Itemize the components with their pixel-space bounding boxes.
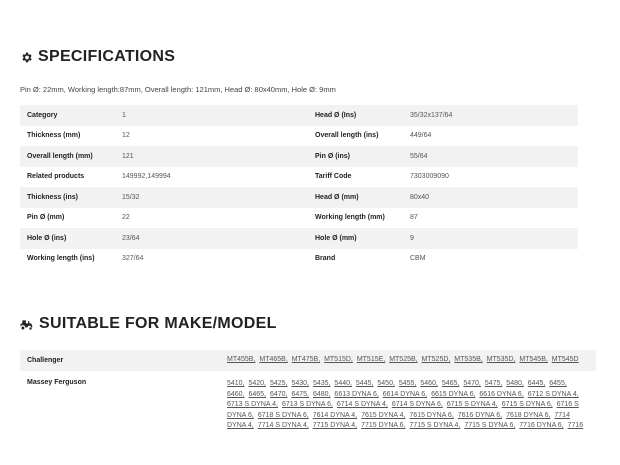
- spec-row: [20, 249, 310, 270]
- spec-label: Related products: [27, 173, 85, 181]
- suitable-title: SUITABLE FOR MAKE/MODEL: [39, 315, 277, 332]
- spec-table-left: [20, 105, 310, 269]
- model-link[interactable]: 6475,: [291, 390, 309, 398]
- spec-label: Category: [27, 111, 58, 119]
- model-link[interactable]: 7614 DYNA 4,: [312, 411, 358, 419]
- spec-value: 1: [122, 111, 126, 119]
- model-link[interactable]: 5435,: [312, 380, 331, 387]
- suitable-heading: [20, 315, 277, 333]
- model-link[interactable]: 7615 DYNA 6,: [409, 411, 454, 419]
- model-link[interactable]: MT515E,: [356, 356, 386, 364]
- model-link[interactable]: MT525D,: [421, 356, 451, 364]
- spec-table-right: [308, 105, 578, 269]
- spec-row: [308, 249, 578, 270]
- specifications-summary: Pin Ø: 22mm, Working length:87mm, Overall length: 121mm, Head Ø: 80x40mm, Hole Ø: 9mm: [20, 85, 336, 94]
- spec-label: Hole Ø (ins): [27, 234, 67, 242]
- model-link[interactable]: 5425,: [269, 380, 288, 387]
- model-link[interactable]: 5475,: [484, 380, 503, 387]
- model-link[interactable]: MT545D: [551, 356, 579, 364]
- model-link[interactable]: 5430,: [291, 380, 309, 387]
- model-link[interactable]: 5440,: [334, 380, 352, 387]
- model-link[interactable]: 5450,: [377, 380, 395, 387]
- model-link[interactable]: 7715 S DYNA 4,: [409, 422, 461, 429]
- model-link[interactable]: 6715 S DYNA 6,: [501, 401, 553, 408]
- model-link[interactable]: 5410,: [227, 380, 245, 387]
- spec-value: 121: [122, 152, 134, 160]
- model-link[interactable]: MT455B,: [227, 356, 256, 364]
- tractor-icon: [20, 318, 34, 331]
- model-link[interactable]: 6714 S DYNA 4,: [336, 401, 388, 408]
- model-link[interactable]: MT525B,: [389, 356, 418, 364]
- spec-row: [308, 126, 578, 147]
- model-link[interactable]: MT465B,: [259, 356, 288, 364]
- spec-row: [20, 126, 310, 147]
- spec-label: Brand: [315, 255, 336, 263]
- model-link[interactable]: 5470,: [463, 380, 481, 387]
- make-row: [20, 350, 596, 371]
- spec-row: [20, 146, 310, 167]
- spec-value: 15/32: [122, 193, 140, 201]
- model-link[interactable]: MT475B,: [291, 356, 321, 364]
- model-link[interactable]: 6715 S DYNA 4,: [446, 401, 498, 408]
- model-link[interactable]: 5445,: [355, 380, 374, 387]
- specifications-heading: [20, 48, 175, 66]
- model-link[interactable]: MT535B,: [454, 356, 483, 364]
- model-link[interactable]: 6714 S DYNA 6,: [391, 401, 443, 408]
- spec-value: 80x40: [410, 193, 430, 201]
- model-link[interactable]: MT535D,: [486, 356, 516, 364]
- model-link[interactable]: 6616 DYNA 6,: [479, 390, 524, 398]
- spec-label: Working length (ins): [27, 255, 95, 263]
- spec-value: 12: [122, 132, 130, 140]
- make-name: Massey Ferguson: [27, 379, 87, 386]
- model-link[interactable]: 5455,: [398, 380, 417, 387]
- model-link[interactable]: 5420,: [248, 380, 267, 387]
- model-link[interactable]: 7715 S DYNA 6,: [464, 422, 516, 429]
- page-bottom-band: [0, 430, 620, 465]
- model-link[interactable]: 7714 DYNA 4,: [227, 411, 570, 429]
- spec-value: 327/64: [122, 255, 144, 263]
- spec-row: [308, 105, 578, 126]
- model-link[interactable]: 6465,: [248, 390, 267, 398]
- spec-row: [308, 167, 578, 188]
- model-link[interactable]: 7714 S DYNA 4,: [257, 422, 309, 429]
- spec-label: Head Ø (mm): [315, 193, 359, 201]
- model-link[interactable]: 6718 S DYNA 6,: [257, 411, 309, 419]
- spec-row: [308, 187, 578, 208]
- model-link[interactable]: 7618 DYNA 6,: [506, 411, 551, 419]
- spec-row: [20, 187, 310, 208]
- model-link[interactable]: 6614 DYNA 6,: [382, 390, 428, 398]
- make-name: Challenger: [27, 357, 64, 364]
- spec-row: [308, 228, 578, 249]
- model-link[interactable]: 5480,: [506, 380, 524, 387]
- spec-value: 7303009090: [410, 173, 449, 181]
- spec-label: Working length (mm): [315, 214, 385, 222]
- model-link[interactable]: 6480,: [312, 390, 331, 398]
- spec-value: 9: [410, 234, 414, 242]
- model-link[interactable]: 6716 S DYNA 6,: [227, 401, 579, 419]
- model-link[interactable]: 5460,: [420, 380, 438, 387]
- model-link[interactable]: 6470,: [269, 390, 288, 398]
- spec-row: [20, 105, 310, 126]
- spec-value: 23/64: [122, 234, 140, 242]
- model-link[interactable]: 6460,: [227, 390, 245, 398]
- specifications-title: SPECIFICATIONS: [38, 48, 176, 65]
- spec-row: [20, 208, 310, 229]
- spec-label: Tariff Code: [315, 173, 352, 181]
- spec-row: [20, 167, 310, 188]
- spec-value: 55/64: [410, 152, 428, 160]
- model-link[interactable]: 6615 DYNA 6,: [431, 390, 476, 398]
- spec-label: Thickness (mm): [27, 132, 81, 140]
- spec-value: 449/64: [410, 132, 432, 140]
- model-link[interactable]: 7716 DYNA 6,: [519, 422, 564, 429]
- model-link[interactable]: 6712 S DYNA 4,: [527, 390, 579, 398]
- spec-row: [20, 228, 310, 249]
- model-link[interactable]: 6713 S DYNA 6,: [281, 401, 333, 408]
- model-link[interactable]: 7615 DYNA 4,: [361, 411, 406, 419]
- spec-value: CBM: [410, 255, 426, 263]
- spec-label: Thickness (ins): [27, 193, 78, 201]
- spec-row: [308, 146, 578, 167]
- model-link[interactable]: 7715 DYNA 4,: [312, 422, 358, 429]
- spec-row: [308, 208, 578, 229]
- model-link[interactable]: 6455,: [549, 380, 567, 387]
- spec-label: Head Ø (Ins): [315, 111, 357, 119]
- model-link[interactable]: 6713 S DYNA 4,: [227, 401, 278, 408]
- model-link[interactable]: 7616 DYNA 6,: [457, 411, 503, 419]
- spec-label: Overall length (mm): [27, 152, 93, 160]
- spec-label: Pin Ø (mm): [27, 214, 65, 222]
- spec-label: Hole Ø (mm): [315, 234, 357, 242]
- model-link[interactable]: 7716: [567, 422, 584, 429]
- spec-label: Overall length (ins): [315, 132, 379, 140]
- spec-value: 87: [410, 214, 418, 222]
- model-link[interactable]: 6445,: [527, 380, 546, 387]
- model-link[interactable]: 6613 DYNA 6,: [334, 390, 379, 398]
- spec-value: 149992,149994: [122, 173, 171, 181]
- model-link[interactable]: 5465,: [441, 380, 460, 387]
- model-link[interactable]: 7715 DYNA 6,: [361, 422, 406, 429]
- model-list: [227, 355, 587, 366]
- spec-value: 22: [122, 214, 130, 222]
- spec-label: Pin Ø (ins): [315, 152, 350, 160]
- model-link[interactable]: MT515D,: [324, 356, 353, 364]
- model-link[interactable]: MT545B,: [519, 356, 548, 364]
- gear-icon: [20, 51, 33, 64]
- spec-value: 35/32x137/64: [410, 111, 453, 119]
